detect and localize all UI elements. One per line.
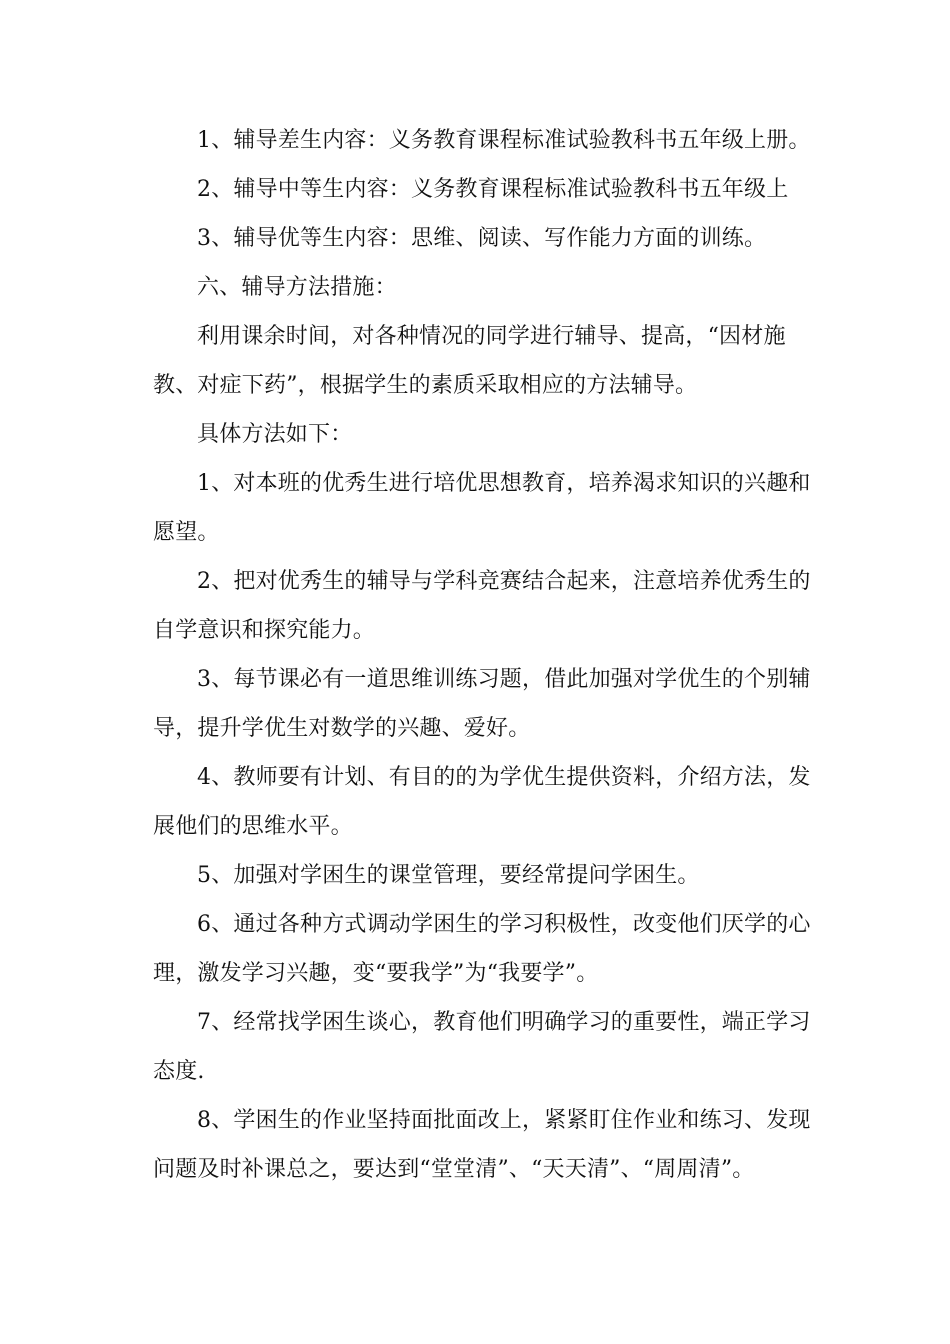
section-heading-6: 六、辅导方法措施： xyxy=(197,275,397,300)
document-body xyxy=(153,116,811,1194)
paragraph-5: 利用课余时间，对各种情况的同学进行辅导、提高，“因材施教、对症下药”，根据学生的素质采取相应的方法辅导。 xyxy=(153,324,786,398)
paragraph-7: 1、对本班的优秀生进行培优思想教育，培养渴求知识的兴趣和愿望。 xyxy=(153,471,811,545)
paragraph-2: 2、辅导中等生内容：义务教育课程标准试验教科书五年级上 xyxy=(197,177,789,202)
paragraph-9: 3、每节课必有一道思维训练习题，借此加强对学优生的个别辅导，提升学优生对数学的兴趣、爱好。 xyxy=(153,667,811,741)
paragraph-10: 4、教师要有计划、有目的的为学优生提供资料，介绍方法，发展他们的思维水平。 xyxy=(153,765,811,839)
paragraph-3: 3、辅导优等生内容：思维、阅读、写作能力方面的训练。 xyxy=(197,226,767,251)
paragraph-13: 7、经常找学困生谈心，教育他们明确学习的重要性，端正学习态度. xyxy=(153,1010,811,1084)
paragraph-14: 8、学困生的作业坚持面批面改上，紧紧盯住作业和练习、发现问题及时补课总之，要达到“堂堂清”、“天天清”、“周周清”。 xyxy=(153,1108,811,1182)
paragraph-6: 具体方法如下： xyxy=(197,422,353,447)
paragraph-12: 6、通过各种方式调动学困生的学习积极性，改变他们厌学的心理，激发学习兴趣，变“要我学”为“我要学”。 xyxy=(153,912,811,986)
paragraph-1: 1、辅导差生内容：义务教育课程标准试验教科书五年级上册。 xyxy=(197,128,811,153)
paragraph-8: 2、把对优秀生的辅导与学科竞赛结合起来，注意培养优秀生的自学意识和探究能力。 xyxy=(153,569,811,643)
paragraph-11: 5、加强对学困生的课堂管理，要经常提问学困生。 xyxy=(197,863,700,888)
